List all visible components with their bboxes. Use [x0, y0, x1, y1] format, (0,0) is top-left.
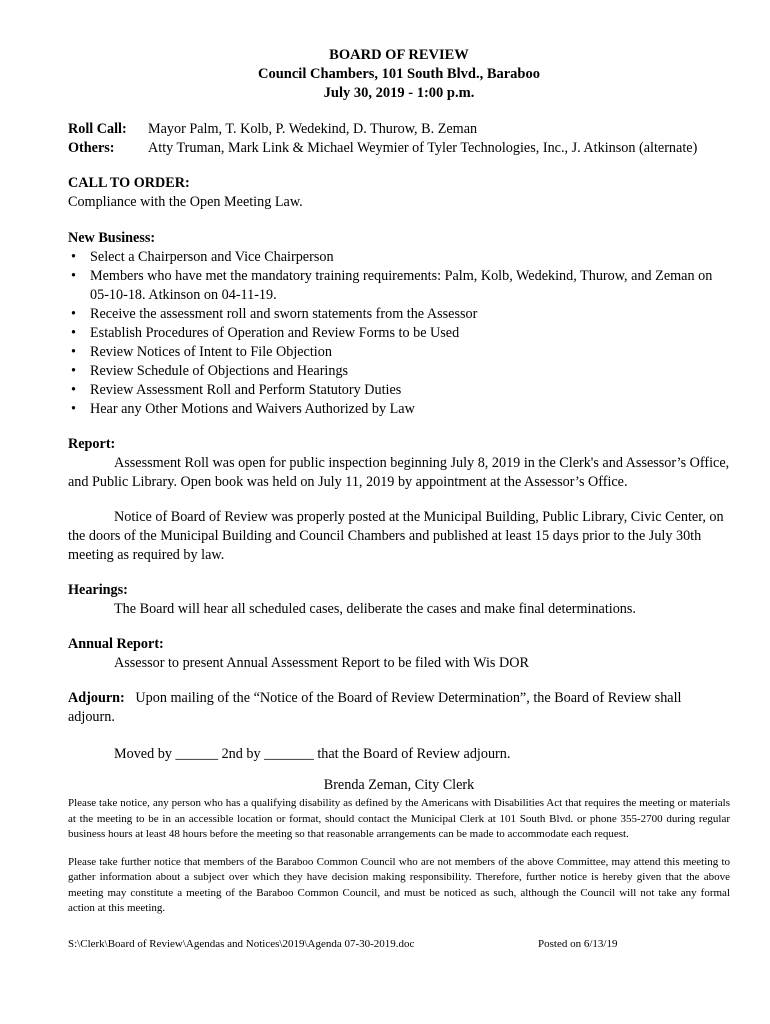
call-to-order-text: Compliance with the Open Meeting Law. — [68, 194, 303, 210]
call-to-order-heading: CALL TO ORDER: — [68, 175, 190, 191]
agenda-document — [68, 46, 730, 951]
call-to-order-section — [68, 174, 730, 212]
annual-report-section — [68, 635, 730, 673]
adjourn-heading: Adjourn: — [68, 690, 125, 706]
ada-notice: Please take notice, any person who has a qualifying disability as defined by the Americans with Disabilities Act that requires the meeting or materials at the meeting to be in an accessible location or format, should contact the Municipal Clerk at 101 South Blvd. or phone 355-2700 during regular business hours at least 48 hours before the meeting so that reasonable arrangements can be made to accommodate each request. — [68, 797, 730, 840]
others-row — [68, 139, 730, 158]
meeting-location: Council Chambers, 101 South Blvd., Baraboo — [258, 66, 540, 82]
document-footer — [68, 937, 730, 951]
new-business-heading: New Business: — [68, 230, 156, 246]
roll-call-row — [68, 120, 730, 139]
hearings-section — [68, 581, 730, 619]
hearings-text: The Board will hear all scheduled cases, deliberate the cases and make final determinations. — [114, 601, 636, 617]
report-section — [68, 435, 730, 565]
adjourn-motion: Moved by ______ 2nd by _______ that the Board of Review adjourn. — [114, 746, 511, 762]
list-item: • Hear any Other Motions and Waivers Authorized by Law — [68, 400, 730, 419]
clerk-signature: Brenda Zeman, City Clerk — [323, 777, 475, 793]
council-notice: Please take further notice that members of the Baraboo Common Council who are not members of the above Committee, may attend this meeting to gather information about a subject over which they have decision making responsibility. Therefore, further notice is hereby given that the above meeting may constitute a meeting of the Baraboo Common Council, and must be noticed as such, although the Council will not take any formal action at this meeting. — [68, 855, 730, 914]
file-path: S:\Clerk\Board of Review\Agendas and Notices\2019\Agenda 07-30-2019.doc — [68, 937, 415, 950]
report-paragraph-2: Notice of Board of Review was properly posted at the Municipal Building, Public Library, Civic Center, on the doors of the Municipal Building and Council Chambers and published at least 15 days prior to the July 30th meeting as required by law. — [68, 509, 724, 563]
list-item: • Receive the assessment roll and sworn statements from the Assessor — [68, 305, 730, 324]
others-label: Others: — [68, 140, 115, 156]
list-item: • Review Notices of Intent to File Objection — [68, 343, 730, 362]
list-item: • Select a Chairperson and Vice Chairperson — [68, 248, 730, 267]
report-paragraph-1: Assessment Roll was open for public inspection beginning July 8, 2019 in the Clerk's and Assessor’s Office, and Public Library. Open book was held on July 11, 2019 by appointment at the Assessor’s Office. — [68, 455, 730, 490]
new-business-section — [68, 229, 730, 419]
adjourn-paragraph — [68, 689, 730, 727]
meeting-datetime: July 30, 2019 - 1:00 p.m. — [323, 85, 475, 101]
list-item: • Review Schedule of Objections and Hearings — [68, 362, 730, 381]
adjourn-text: Upon mailing of the “Notice of the Board of Review Determination”, the Board of Review shall adjourn. — [68, 690, 682, 725]
list-item: • Members who have met the mandatory training requirements: Palm, Kolb, Wedekind, Thurow, and Zeman on 05-10-18. Atkinson on 04-11-19. — [68, 267, 730, 305]
roll-call-label: Roll Call: — [68, 121, 127, 137]
hearings-heading: Hearings: — [68, 582, 128, 598]
annual-report-text: Assessor to present Annual Assessment Report to be filed with Wis DOR — [114, 655, 529, 671]
new-business-list — [68, 248, 730, 419]
posted-date: Posted on 6/13/19 — [538, 937, 618, 950]
adjourn-section — [68, 689, 730, 764]
document-header — [68, 46, 730, 103]
report-heading: Report: — [68, 436, 116, 452]
roll-call-value: Mayor Palm, T. Kolb, P. Wedekind, D. Thurow, B. Zeman — [148, 121, 478, 137]
list-item: • Establish Procedures of Operation and Review Forms to be Used — [68, 324, 730, 343]
document-title: BOARD OF REVIEW — [329, 47, 469, 63]
list-item: • Review Assessment Roll and Perform Statutory Duties — [68, 381, 730, 400]
annual-report-heading: Annual Report: — [68, 636, 164, 652]
others-value: Atty Truman, Mark Link & Michael Weymier of Tyler Technologies, Inc., J. Atkinson (alternate) — [148, 140, 698, 156]
